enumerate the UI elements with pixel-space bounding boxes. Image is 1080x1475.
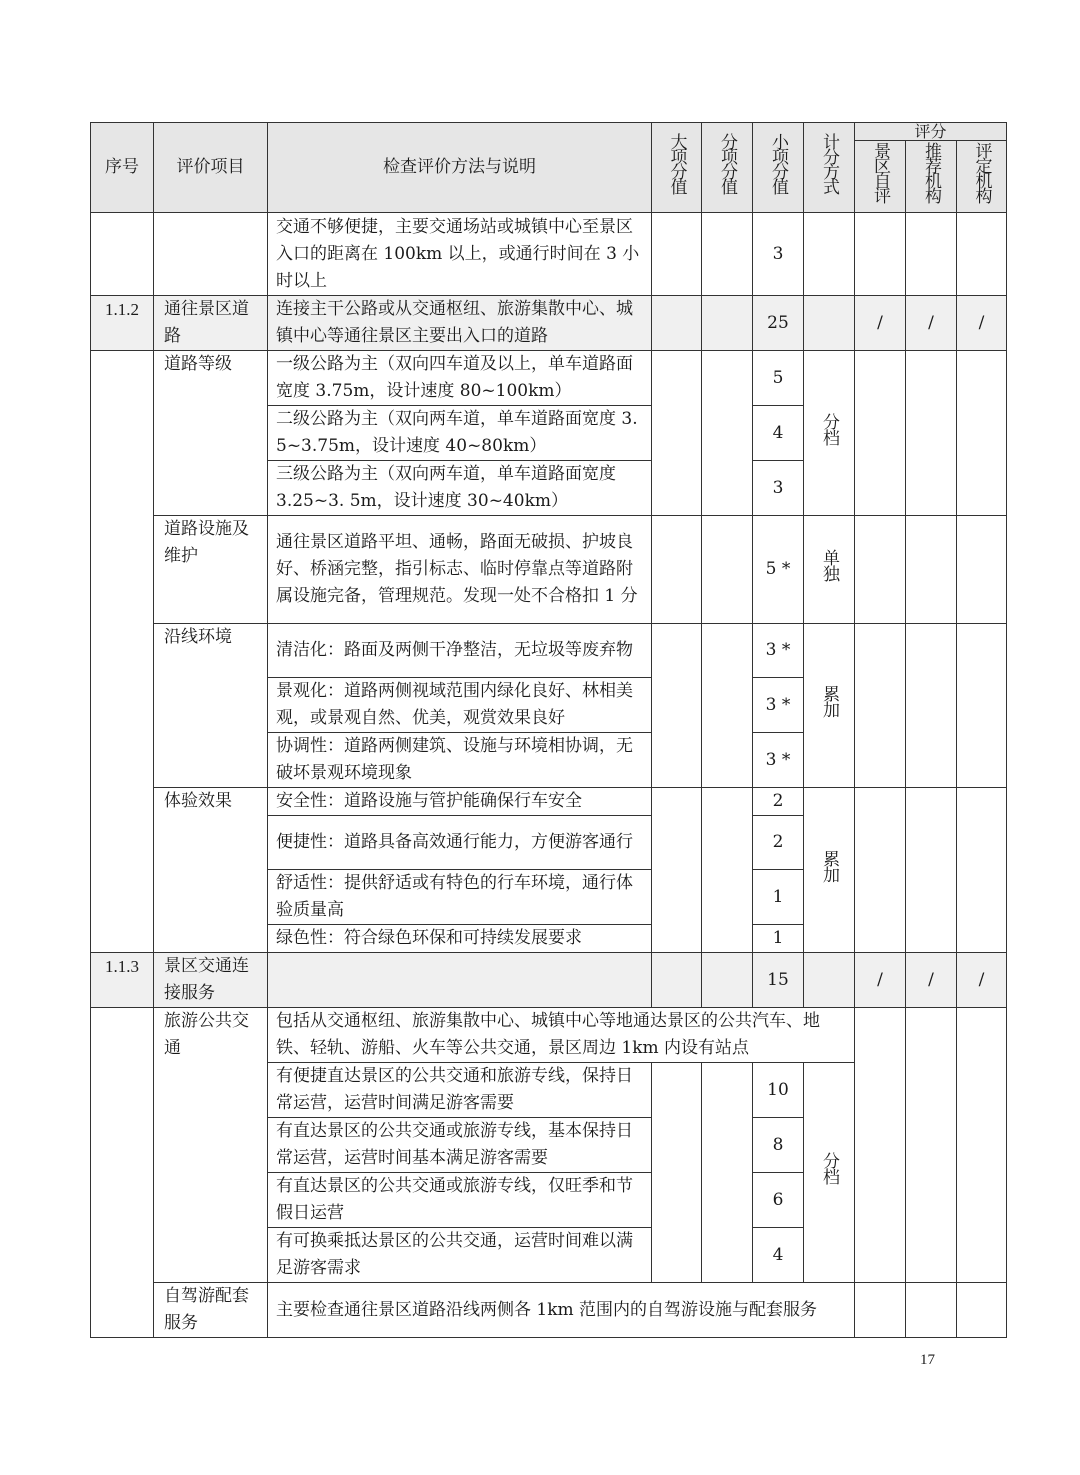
item-road-facility: 道路设施及维护: [154, 516, 268, 624]
small-score: 3 *: [753, 733, 804, 788]
calc-method: 分档: [804, 1063, 855, 1283]
desc-cell: 舒适性：提供舒适或有特色的行车环境，通行体验质量高: [268, 870, 652, 925]
section-number: 1.1.3: [91, 953, 154, 1008]
desc-cell: 通往景区道路平坦、通畅，路面无破损、护坡良好、桥涵完整，指引标志、临时停靠点等道路附属设施完备，管理规范。发现一处不合格扣 1 分: [268, 516, 652, 624]
header-rating: 评定机构: [957, 141, 1007, 213]
item-self-drive: 自驾游配套服务: [154, 1283, 268, 1338]
header-row: [91, 123, 1007, 141]
section-row-1-1-2: [91, 296, 1007, 351]
small-score: 2: [753, 788, 804, 816]
header-sub-score: 分项分值: [702, 123, 753, 213]
small-score: 5: [753, 351, 804, 406]
header-small-score: 小项分值: [753, 123, 804, 213]
slash: /: [906, 953, 957, 1008]
slash: /: [957, 953, 1007, 1008]
table-row: [91, 351, 1007, 406]
header-calc-method: 计分方式: [804, 123, 855, 213]
desc-cell: 一级公路为主（双向四车道及以上，单车道路面宽度 3.75m，设计速度 80~100km）: [268, 351, 652, 406]
table-row: [91, 788, 1007, 816]
slash: /: [855, 296, 906, 351]
header-self-eval: 景区自评: [855, 141, 906, 213]
desc-cell: 有便捷直达景区的公共交通和旅游专线，保持日常运营，运营时间满足游客需要: [268, 1063, 652, 1118]
small-score: 10: [753, 1063, 804, 1118]
empty-seq: [91, 351, 154, 953]
desc-cell: 有可换乘抵达景区的公共交通，运营时间难以满足游客需求: [268, 1228, 652, 1283]
section-row-1-1-3: [91, 953, 1007, 1008]
header-big-score: 大项分值: [652, 123, 702, 213]
header-scoring: 评分: [855, 123, 1007, 141]
slash: /: [957, 296, 1007, 351]
header-seq: 序号: [91, 123, 154, 213]
desc-cell: 景观化：道路两侧视域范围内绿化良好、林相美观，或景观自然、优美，观赏效果良好: [268, 678, 652, 733]
small-score: 1: [753, 925, 804, 953]
calc-method: 累加: [804, 788, 855, 953]
section-number: 1.1.2: [91, 296, 154, 351]
desc-cell: 三级公路为主（双向两车道，单车道路面宽度 3.25~3. 5m，设计速度 30~40km）: [268, 461, 652, 516]
table-row: [91, 624, 1007, 678]
small-score: 2: [753, 816, 804, 870]
desc-cell: 二级公路为主（双向两车道，单车道路面宽度 3. 5~3.75m，设计速度 40~80km）: [268, 406, 652, 461]
calc-method: 分档: [804, 351, 855, 516]
item-roadside: 沿线环境: [154, 624, 268, 788]
desc-cell: 主要检查通往景区道路沿线两侧各 1km 范围内的自驾游设施与配套服务: [268, 1283, 855, 1338]
small-score: 3: [753, 213, 804, 296]
section-item: 景区交通连接服务: [154, 953, 268, 1008]
section-item: 通往景区道路: [154, 296, 268, 351]
small-score: 6: [753, 1173, 804, 1228]
small-score: 8: [753, 1118, 804, 1173]
table-row: [91, 213, 1007, 296]
page-number: 17: [920, 1352, 935, 1368]
small-score: 15: [753, 953, 804, 1008]
desc-cell: 协调性：道路两侧建筑、设施与环境相协调，无破坏景观环境现象: [268, 733, 652, 788]
item-public-transit: 旅游公共交通: [154, 1008, 268, 1283]
small-score: 3 *: [753, 678, 804, 733]
small-score: 3 *: [753, 624, 804, 678]
calc-method: 单独: [804, 516, 855, 624]
evaluation-table: [90, 122, 1007, 1338]
empty-seq: [91, 1008, 154, 1338]
table-row: [91, 1283, 1007, 1338]
header-item: 评价项目: [154, 123, 268, 213]
header-method: 检查评价方法与说明: [268, 123, 652, 213]
desc-cell: 绿色性：符合绿色环保和可持续发展要求: [268, 925, 652, 953]
slash: /: [906, 296, 957, 351]
table-row: [91, 1008, 1007, 1063]
desc-cell: 交通不够便捷，主要交通场站或城镇中心至景区入口的距离在 100km 以上，或通行时间在 3 小时以上: [268, 213, 652, 296]
small-score: 1: [753, 870, 804, 925]
desc-cell: 清洁化：路面及两侧干净整洁，无垃圾等废弃物: [268, 624, 652, 678]
desc-cell: 连接主干公路或从交通枢纽、旅游集散中心、城镇中心等通往景区主要出入口的道路: [268, 296, 652, 351]
small-score: 25: [753, 296, 804, 351]
calc-method: 累加: [804, 624, 855, 788]
table-row: [91, 516, 1007, 624]
small-score: 4: [753, 406, 804, 461]
desc-intro: 包括从交通枢纽、旅游集散中心、城镇中心等地通达景区的公共汽车、地铁、轻轨、游船、火车等公共交通，景区周边 1km 内设有站点: [268, 1008, 855, 1063]
small-score: 3: [753, 461, 804, 516]
header-recommend: 推荐机构: [906, 141, 957, 213]
small-score: 4: [753, 1228, 804, 1283]
item-road-grade: 道路等级: [154, 351, 268, 516]
desc-cell: 有直达景区的公共交通或旅游专线，基本保持日常运营，运营时间基本满足游客需要: [268, 1118, 652, 1173]
desc-cell: 安全性：道路设施与管护能确保行车安全: [268, 788, 652, 816]
desc-cell: 便捷性：道路具备高效通行能力，方便游客通行: [268, 816, 652, 870]
item-experience: 体验效果: [154, 788, 268, 953]
desc-cell: 有直达景区的公共交通或旅游专线，仅旺季和节假日运营: [268, 1173, 652, 1228]
slash: /: [855, 953, 906, 1008]
small-score: 5 *: [753, 516, 804, 624]
